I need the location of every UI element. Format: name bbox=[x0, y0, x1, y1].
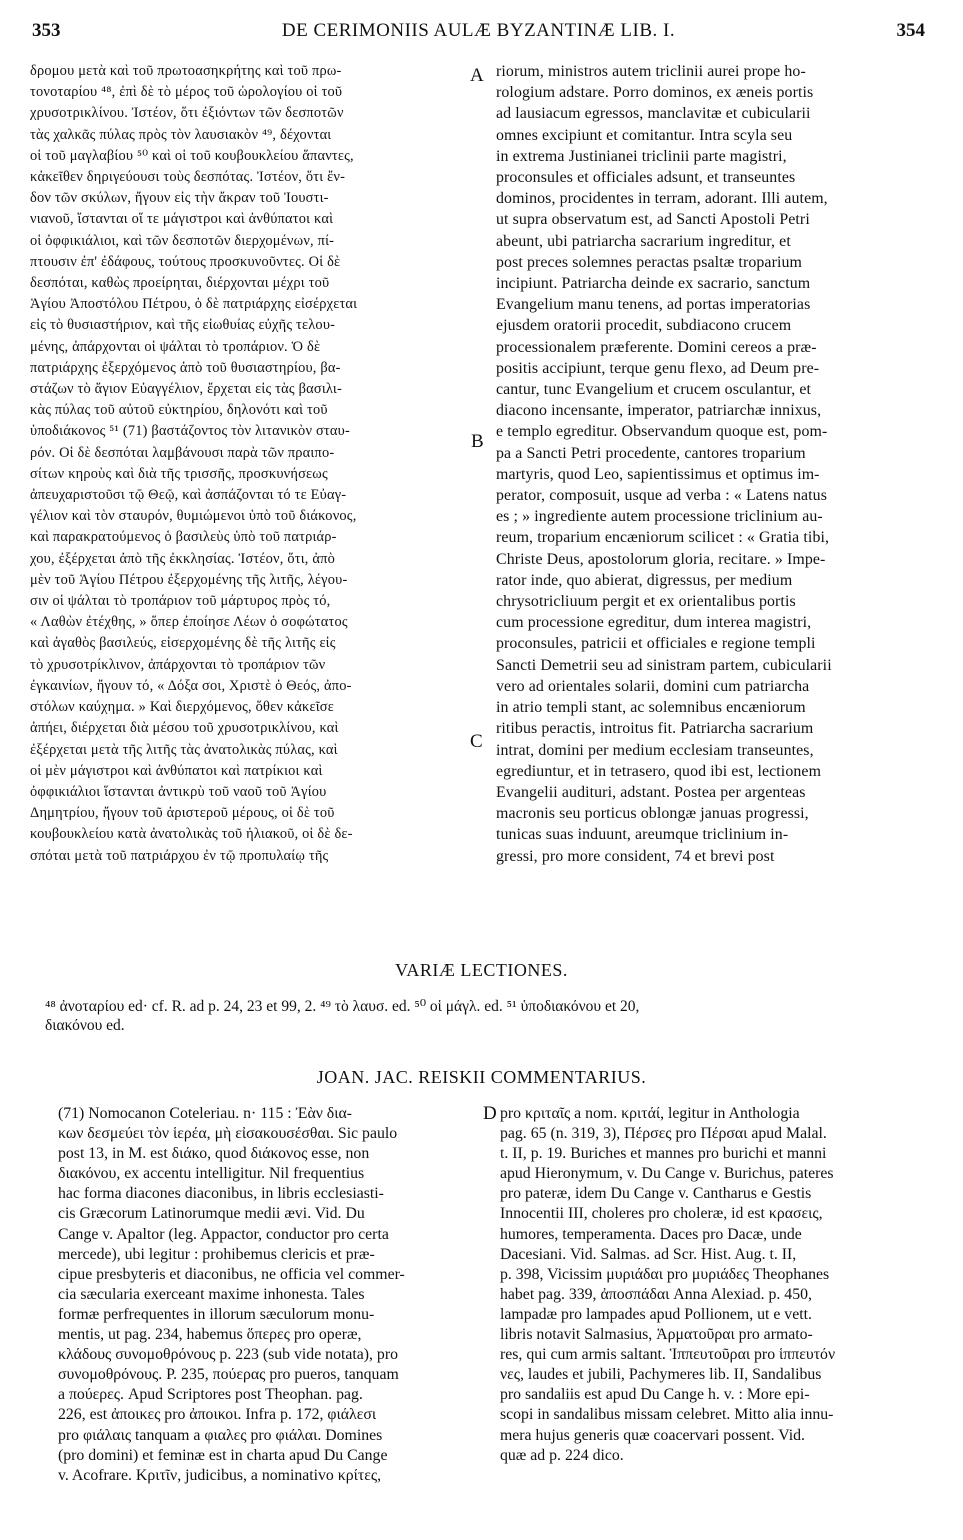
commentary-line: pro κριταῖς a nom. κριτάί, legitur in Anthologia bbox=[500, 1105, 800, 1122]
latin-text-line: incipiunt. Patriarcha deinde ex sacrario, sanctum bbox=[496, 275, 811, 293]
latin-text-line: Christe Deus, apostolorum gloria, recitare. » Impe- bbox=[496, 550, 826, 568]
greek-text-line: γέλιον καὶ τὸν σταυρόν, θυμιώμενοι ὑπὸ τοῦ διάκονος, bbox=[30, 508, 357, 525]
greek-text-line: σιν οἱ ψάλται τὸ τροπάριον τοῦ μάρτυρος πρὸς τό, bbox=[30, 593, 331, 610]
greek-text-line: δον τῶν σκύλων, ἤγουν εἰς τὴν ἄκραν τοῦ Ἰουστι- bbox=[30, 190, 329, 207]
greek-text-line: μὲν τοῦ Ἁγίου Πέτρου ἐξερχομένης τῆς λιτῆς, λέγου- bbox=[30, 571, 348, 588]
margin-letter-c: C bbox=[470, 731, 483, 752]
latin-text-line: cantur, tunc Evangelium et crucem osculantur, et bbox=[496, 381, 812, 399]
commentary-line: humores, temperamenta. Daces pro Dacæ, unde bbox=[500, 1225, 802, 1243]
commentary-line: Innocentii III, choleres pro choleræ, id est κρασεις, bbox=[500, 1205, 823, 1223]
greek-text-line: πτουσιν ἐπ' ἐδάφους, τούτους προσκυνοῦντες. Οἱ δὲ bbox=[30, 253, 341, 270]
commentary-line: post 13, in M. est διάκο, quod διάκονος esse, non bbox=[58, 1145, 370, 1163]
commentary-line: (pro domini) et feminæ est in charta apud Du Cange bbox=[58, 1446, 388, 1464]
greek-text-line: ὑποδιάκονος ⁵¹ (71) βαστάζοντος τὸν λιτανικὸν σταυ- bbox=[30, 423, 350, 440]
latin-text-line: e templo egreditur. Observandum quoque est, pom- bbox=[496, 423, 828, 441]
variant-reading-line: διακόνου ed. bbox=[45, 1017, 125, 1034]
commentary-line: (71) Nomocanon Coteleriau. n· 115 : Ἐὰν δια- bbox=[58, 1105, 353, 1122]
latin-text-line: rologium adstare. Porro dominos, ex æneis portis bbox=[496, 84, 814, 102]
latin-text-line: pa a Sancti Petri procedente, cantores troparium bbox=[496, 444, 806, 462]
variant-reading-line: ⁴⁸ ἀνοταρίου ed· cf. R. ad p. 24, 23 et 99, 2. ⁴⁹ τὸ λαυσ. ed. ⁵⁰ οἱ μάγλ. ed. ⁵¹ ὑποδιακόνου et 20, bbox=[45, 998, 640, 1015]
greek-text-line: χρυσοτρικλίνου. Ἰστέον, ὅτι ἐξιόντων τῶν δεσποτῶν bbox=[30, 105, 344, 122]
greek-text-line: ἐγκαινίων, ἤγουν τό, « Δόξα σοι, Χριστὲ ὁ Θεός, ἀπο- bbox=[30, 677, 352, 694]
commentary-line: habet pag. 339, ἀποσπάδαι Anna Alexiad. p. 450, bbox=[500, 1285, 812, 1303]
variae-lectiones-title: VARIÆ LECTIONES. bbox=[395, 960, 568, 980]
greek-text-line: στάζων τὸ ἅγιον Εὐαγγέλιον, ἔρχεται εἰς τὰς βασιλι- bbox=[30, 381, 342, 398]
greek-text-line: ἀπευχαριστοῦσι τῷ Θεῷ, καὶ ἀσπάζονται τό τε Εὐαγ- bbox=[30, 487, 347, 504]
margin-letter-d: D bbox=[483, 1103, 497, 1124]
commentary-line: lampadæ pro lampades apud Pollionem, ut e vett. bbox=[500, 1305, 812, 1323]
latin-text-line: Evangelium manu tenens, ad portas imperatorias bbox=[496, 296, 811, 314]
page-number-right: 354 bbox=[896, 20, 925, 41]
greek-text-line: ρόν. Οἱ δὲ δεσπόται λαμβάνουσι παρὰ τῶν πραιπο- bbox=[30, 444, 335, 461]
running-header bbox=[32, 20, 925, 46]
commentary-line: pro sandaliis est apud Du Cange h. v. : More epi- bbox=[500, 1386, 810, 1404]
running-title: DE CERIMONIIS AULÆ BYZANTINÆ LIB. I. bbox=[281, 20, 676, 41]
greek-text-line: σίτων κηροὺς καὶ διὰ τῆς τρισσῆς, προσκυνήσεως bbox=[30, 465, 328, 482]
commentary-line: cipue presbyteris et diaconibus, ne officia vel commer- bbox=[58, 1265, 405, 1283]
latin-text-line: in atrio templi stant, ac solemnibus encæniorum bbox=[496, 699, 806, 717]
latin-text-line: diacono incensante, imperator, patriarchæ innixus, bbox=[496, 402, 822, 420]
commentary-line: pag. 65 (n. 319, 3), Πέρσες pro Πέρσαι apud Malal. bbox=[500, 1125, 827, 1143]
latin-text-line: ad lausiacum egressos, manclavitæ et cubicularii bbox=[496, 105, 811, 123]
latin-text-line: tunicas suas induunt, areumque triclinium in- bbox=[496, 826, 789, 844]
greek-text-line: ἐξέρχεται μετὰ τῆς λιτῆς τὰς ἀνατολικὰς πύλας, καὶ bbox=[30, 741, 338, 758]
latin-text-line: rator inde, quo abierat, digressus, per medium bbox=[496, 571, 793, 589]
commentary-line: 226, est ἀποικες pro ἀποικοι. Infra p. 172, φιάλεσι bbox=[58, 1406, 377, 1424]
greek-text-line: Δημητρίου, ἤγουν τοῦ ἀριστεροῦ μέρους, οἱ δὲ τοῦ bbox=[30, 805, 335, 822]
commentary-line: formæ perfrequentes in illorum sæculorum monu- bbox=[58, 1305, 375, 1323]
latin-text-line: Sancti Demetrii seu ad sinistram partem, cubicularii bbox=[496, 656, 832, 674]
commentary-title: JOAN. JAC. REISKII COMMENTARIUS. bbox=[316, 1067, 647, 1087]
greek-text-line: χου, ἐξέρχεται ἀπὸ τῆς ἐκκλησίας. Ἰστέον, ὅτι, ἀπὸ bbox=[30, 550, 335, 567]
greek-text-line: πατριάρχης ἐξερχόμενος ἀπὸ τοῦ θυσιαστηρίου, βα- bbox=[30, 359, 341, 376]
commentary-line: διακόνου, ex accentu intelligitur. Nil frequentius bbox=[58, 1165, 365, 1183]
greek-text-line: ἀπήει, διέρχεται διὰ μέσου τοῦ χρυσοτρικλίνου, καὶ bbox=[30, 720, 339, 737]
latin-text-line: perator, composuit, usque ad verba : « Latens natus bbox=[496, 487, 828, 505]
commentary-line: κλάδους συνομοθρόνους p. 223 (sub vide notata), pro bbox=[58, 1346, 398, 1364]
greek-text-line: οἱ ὀφφικιάλιοι, καὶ τῶν δεσποτῶν διερχομένων, πί- bbox=[30, 232, 335, 249]
greek-text-line: οἱ τοῦ μαγλαβίου ⁵⁰ καὶ οἱ τοῦ κουβουκλείου ἅπαντες, bbox=[30, 147, 354, 164]
latin-text-line: dominos, procidentes in terram, adorant. Illi autem, bbox=[496, 190, 828, 208]
greek-text-line: κὰς πύλας τοῦ αὐτοῦ εὐκτηρίου, δηλονότι καὶ τοῦ bbox=[30, 402, 328, 419]
greek-text-line: καὶ ἀγαθὸς βασιλεύς, εἰσερχομένης δὲ τῆς λιτῆς εἰς bbox=[30, 635, 336, 652]
commentary-line: t. II, p. 19. Buriches et mannes pro burichi et manni bbox=[500, 1145, 827, 1163]
latin-text-line: post preces solemnes peractas psaltæ troparium bbox=[496, 253, 802, 271]
commentary-line: scopi in sandalibus missam celebret. Mitto alia innu- bbox=[500, 1406, 834, 1424]
commentary-line: v. Acofrare. Κριτῖν, judicibus, a nominativo κρίτες, bbox=[58, 1466, 382, 1484]
commentary-line: pro pateræ, idem Du Cange v. Cantharus e Gestis bbox=[500, 1185, 812, 1203]
commentary-line: κων δεσμεύει τὸν ἱερέα, μὴ εἰσακουσέσθαι. Sic paulo bbox=[58, 1125, 398, 1143]
commentary-right-column bbox=[500, 1104, 938, 1466]
greek-text-line: καὶ παρακρατούμενος ὁ βασιλεὺς ὑπὸ τοῦ πατριάρ- bbox=[30, 529, 337, 546]
greek-text-line: τονοταρίου ⁴⁸, ἐπὶ δὲ τὸ μέρος τοῦ ὡρολογίου οἱ τοῦ bbox=[30, 84, 343, 101]
greek-column bbox=[30, 61, 468, 867]
greek-text-line: ὀφφικιάλιοι ἵστανται ἀντικρὺ τοῦ ναοῦ τοῦ Ἁγίου bbox=[30, 783, 327, 800]
commentary-line: pro φιάλαις tanquam a φιαλες pro φιάλαι. Domines bbox=[58, 1426, 383, 1444]
greek-text-line: σπόται μετὰ τοῦ πατριάρχου ἐν τῷ προπυλαίῳ τῆς bbox=[30, 847, 329, 864]
latin-text-line: vero ad orientales solarii, domini cum patriarcha bbox=[496, 677, 810, 695]
latin-text-line: reum, troparium encæniorum scilicet : « Gratia tibi, bbox=[496, 529, 830, 547]
commentary-line: Cange v. Apaltor (leg. Appactor, conductor pro certa bbox=[58, 1225, 389, 1243]
commentary-left-column bbox=[58, 1104, 470, 1486]
greek-text-line: τὸ χρυσοτρίκλινον, ἀπάρχονται τὸ τροπάριον τῶν bbox=[30, 656, 326, 673]
greek-text-line: κἀκεῖθεν δηριγεύουσι τοὺς δεσπότας. Ἰστέον, ὅτι ἔν- bbox=[30, 169, 346, 186]
main-text bbox=[30, 61, 933, 921]
commentary-line: p. 398, Vicissim μυριάδαι pro μυριάδες Theophanes bbox=[500, 1265, 830, 1283]
latin-text-line: Evangelii audituri, adstant. Postea per argenteas bbox=[496, 783, 806, 801]
commentary-line: συνομοθρόνους. P. 235, πούερας pro pueros, tanquam bbox=[58, 1366, 399, 1384]
commentary-line: cia sæcularia exerceant maxime inhonesta. Tales bbox=[58, 1285, 365, 1303]
latin-column bbox=[496, 61, 933, 867]
latin-text-line: macronis seu porticus oblongæ januas progressi, bbox=[496, 805, 809, 823]
latin-text-line: abeunt, ubi patriarcha sacrarium ingreditur, et bbox=[496, 232, 791, 250]
greek-text-line: στόλων καύχημα. » Καὶ διερχόμενος, ὅθεν κἀκεῖσε bbox=[30, 699, 334, 716]
latin-text-line: proconsules et officiales adsunt, et transeuntes bbox=[496, 169, 796, 187]
latin-text-line: proconsules, patricii et officiales e regione templi bbox=[496, 635, 816, 653]
latin-text-line: cum processione egreditur, dum interea magistri, bbox=[496, 614, 812, 632]
commentary-line: quæ ad p. 224 dico. bbox=[500, 1446, 624, 1464]
page-number-left: 353 bbox=[32, 20, 61, 41]
commentary-line: libris notavit Salmasius, Ἁρματοῦραι pro armato- bbox=[500, 1326, 813, 1344]
commentary-line: a πούερες. Apud Scriptores post Theophan. pag. bbox=[58, 1386, 363, 1404]
commentary-line: νες, laudes et jubili, Pachymeres lib. II, Sandalibus bbox=[500, 1366, 822, 1384]
latin-text-line: gressi, pro more consident, 74 et brevi post bbox=[496, 847, 775, 865]
latin-text-line: martyris, quod Leo, sapientissimus et optimus im- bbox=[496, 465, 820, 483]
commentary-line: res, qui cum armis saltant. Ἱππευτοῦραι pro ἱππευτόν bbox=[500, 1346, 836, 1364]
latin-text-line: chrysotricliuum pergit et ex orientalibus portis bbox=[496, 593, 796, 611]
greek-text-line: οἱ μὲν μάγιστροι καὶ ἀνθύπατοι καὶ πατρίκιοι καὶ bbox=[30, 762, 323, 779]
latin-text-line: positis accipiunt, terque genu flexo, ad Deum pre- bbox=[496, 359, 820, 377]
greek-text-line: μένης, ἀπάρχονται οἱ ψάλται τὸ τροπάριον. Ὁ δὲ bbox=[30, 338, 321, 355]
greek-text-line: κουβουκλείου κατὰ ἀνατολικὰς τοῦ ἡλιακοῦ, οἱ δὲ δε- bbox=[30, 826, 353, 843]
greek-text-line: εἰς τὸ θυσιαστήριον, καὶ τῆς εἰωθυίας εὐχῆς τελου- bbox=[30, 317, 336, 334]
latin-text-line: es ; » ingrediente autem processione triclinium au- bbox=[496, 508, 823, 526]
greek-text-line: « Λαθὼν ἐτέχθης, » ὅπερ ἐποίησε Λέων ὁ σοφώτατος bbox=[30, 614, 348, 631]
margin-letter-a: A bbox=[470, 65, 484, 86]
commentary-line: hac forma diacones diaconibus, in libris ecclesiasti- bbox=[58, 1185, 384, 1203]
latin-text-line: in extrema Justinianei triclinii parte magistri, bbox=[496, 147, 787, 165]
latin-text-line: ejusdem oratorii procedit, subdiacono crucem bbox=[496, 317, 792, 335]
latin-text-line: omnes excipiunt et comitantur. Intra scyla seu bbox=[496, 126, 793, 144]
latin-text-line: egrediuntur, et in tetrasero, quod ibi est, lectionem bbox=[496, 762, 822, 780]
commentary-line: mercede), ubi legitur : prohibemus clericis et præ- bbox=[58, 1245, 375, 1263]
latin-text-line: intrat, domini per medium ecclesiam transeuntes, bbox=[496, 741, 814, 759]
commentary-line: cis Græcorum Latinorumque medii ævi. Vid. Du bbox=[58, 1205, 365, 1223]
latin-text-line: ritibus peractis, introitus fit. Patriarcha sacrarium bbox=[496, 720, 814, 738]
commentary-line: Dacesiani. Vid. Salmas. ad Scr. Hist. Aug. t. II, bbox=[500, 1245, 797, 1263]
greek-text-line: δρομου μετὰ καὶ τοῦ πρωτοασηκρήτης καὶ τοῦ πρω- bbox=[30, 63, 342, 79]
latin-text-line: ut supra observatum est, ad Sancti Apostoli Petri bbox=[496, 211, 810, 229]
latin-text-line: processionalem præferente. Domini cereos a præ- bbox=[496, 338, 817, 356]
commentary bbox=[58, 1104, 938, 1484]
commentary-line: apud Hieronymum, v. Du Cange v. Burichus, pateres bbox=[500, 1165, 834, 1183]
greek-text-line: Ἁγίου Ἀποστόλου Πέτρου, ὁ δὲ πατριάρχης εἰσέρχεται bbox=[30, 296, 358, 313]
variae-lectiones bbox=[45, 997, 935, 1035]
greek-text-line: τὰς χαλκᾶς πύλας πρὸς τὸν λαυσιακὸν ⁴⁹, δέχονται bbox=[30, 126, 332, 143]
commentary-line: mera hujus generis quæ coacervari possent. Vid. bbox=[500, 1426, 805, 1444]
commentary-line: mentis, ut pag. 234, habemus ὅπερες pro operæ, bbox=[58, 1326, 362, 1344]
margin-letter-b: B bbox=[471, 431, 484, 452]
latin-text-line: riorum, ministros autem triclinii aurei prope ho- bbox=[496, 63, 806, 80]
greek-text-line: νιανοῦ, ἵστανται οἵ τε μάγιστροι καὶ ἀνθύπατοι καὶ bbox=[30, 211, 334, 228]
greek-text-line: δεσπόται, καθὼς προείρηται, διέρχονται μέχρι τοῦ bbox=[30, 275, 330, 292]
